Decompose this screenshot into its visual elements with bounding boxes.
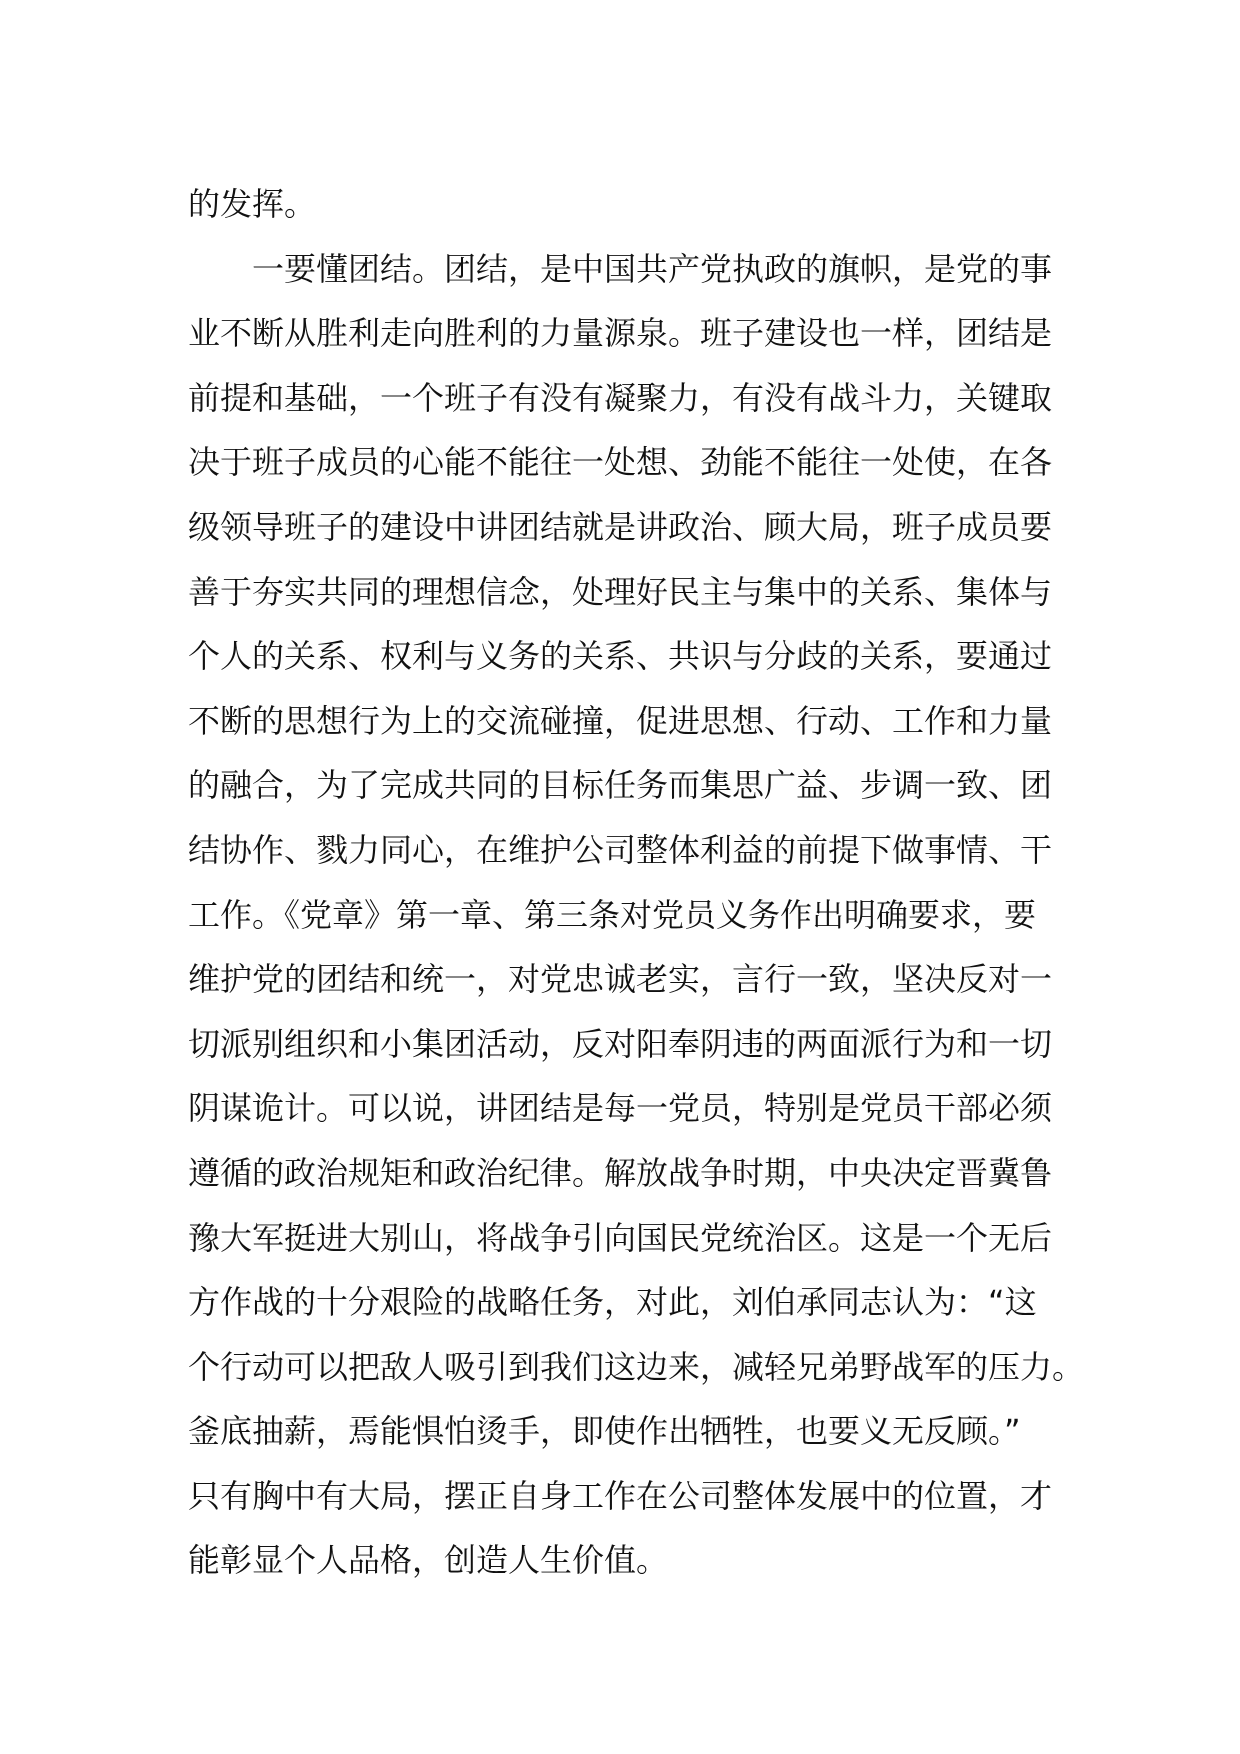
document-body	[188, 172, 1088, 1593]
paragraph-2-line-19: 釜底抽薪，焉能惧怕烫手，即使作出牺牲，也要义无反顾。”	[188, 1412, 1021, 1451]
paragraph-2-line-18: 个行动可以把敌人吸引到我们这边来，减轻兄弟野战军的压力。	[188, 1347, 1085, 1386]
paragraph-2-line-20: 只有胸中有大局，摆正自身工作在公司整体发展中的位置，才	[188, 1476, 1053, 1515]
paragraph-2-line-5: 级领导班子的建设中讲团结就是讲政治、顾大局，班子成员要	[188, 507, 1053, 546]
paragraph-2-line-6: 善于夯实共同的理想信念，处理好民主与集中的关系、集体与	[188, 572, 1053, 611]
paragraph-2-line-10: 结协作、戮力同心，在维护公司整体利益的前提下做事情、干	[188, 830, 1053, 869]
paragraph-2-line-7: 个人的关系、权利与义务的关系、共识与分歧的关系，要通过	[188, 637, 1053, 676]
paragraph-2-line-16: 豫大军挺进大别山，将战争引向国民党统治区。这是一个无后	[188, 1218, 1053, 1257]
paragraph-2-line-1: 一要懂团结。团结，是中国共产党执政的旗帜，是党的事	[252, 249, 1053, 288]
paragraph-2-line-8: 不断的思想行为上的交流碰撞，促进思想、行动、工作和力量	[188, 701, 1053, 740]
paragraph-1-line-1: 的发挥。	[188, 185, 317, 223]
paragraph-2-line-9: 的融合，为了完成共同的目标任务而集思广益、步调一致、团	[188, 766, 1053, 805]
paragraph-2-line-15: 遵循的政治规矩和政治纪律。解放战争时期，中央决定晋冀鲁	[188, 1153, 1053, 1192]
paragraph-2-line-2: 业不断从胜利走向胜利的力量源泉。班子建设也一样，团结是	[188, 314, 1053, 353]
paragraph-2-line-11: 工作。《党章》第一章、第三条对党员义务作出明确要求，要	[188, 895, 1037, 934]
paragraph-2-line-13: 切派别组织和小集团活动，反对阳奉阴违的两面派行为和一切	[188, 1024, 1053, 1063]
paragraph-2-line-21: 能彰显个人品格，创造人生价值。	[188, 1541, 669, 1580]
paragraph-2-line-3: 前提和基础，一个班子有没有凝聚力，有没有战斗力，关键取	[188, 378, 1053, 417]
paragraph-2-line-4: 决于班子成员的心能不能往一处想、劲能不能往一处使，在各	[188, 443, 1053, 482]
paragraph-2-line-12: 维护党的团结和统一，对党忠诚老实，言行一致，坚决反对一	[188, 960, 1053, 999]
paragraph-2-line-17: 方作战的十分艰险的战略任务，对此，刘伯承同志认为：“这	[188, 1283, 1037, 1322]
paragraph-2-line-14: 阴谋诡计。可以说，讲团结是每一党员，特别是党员干部必须	[188, 1089, 1053, 1128]
